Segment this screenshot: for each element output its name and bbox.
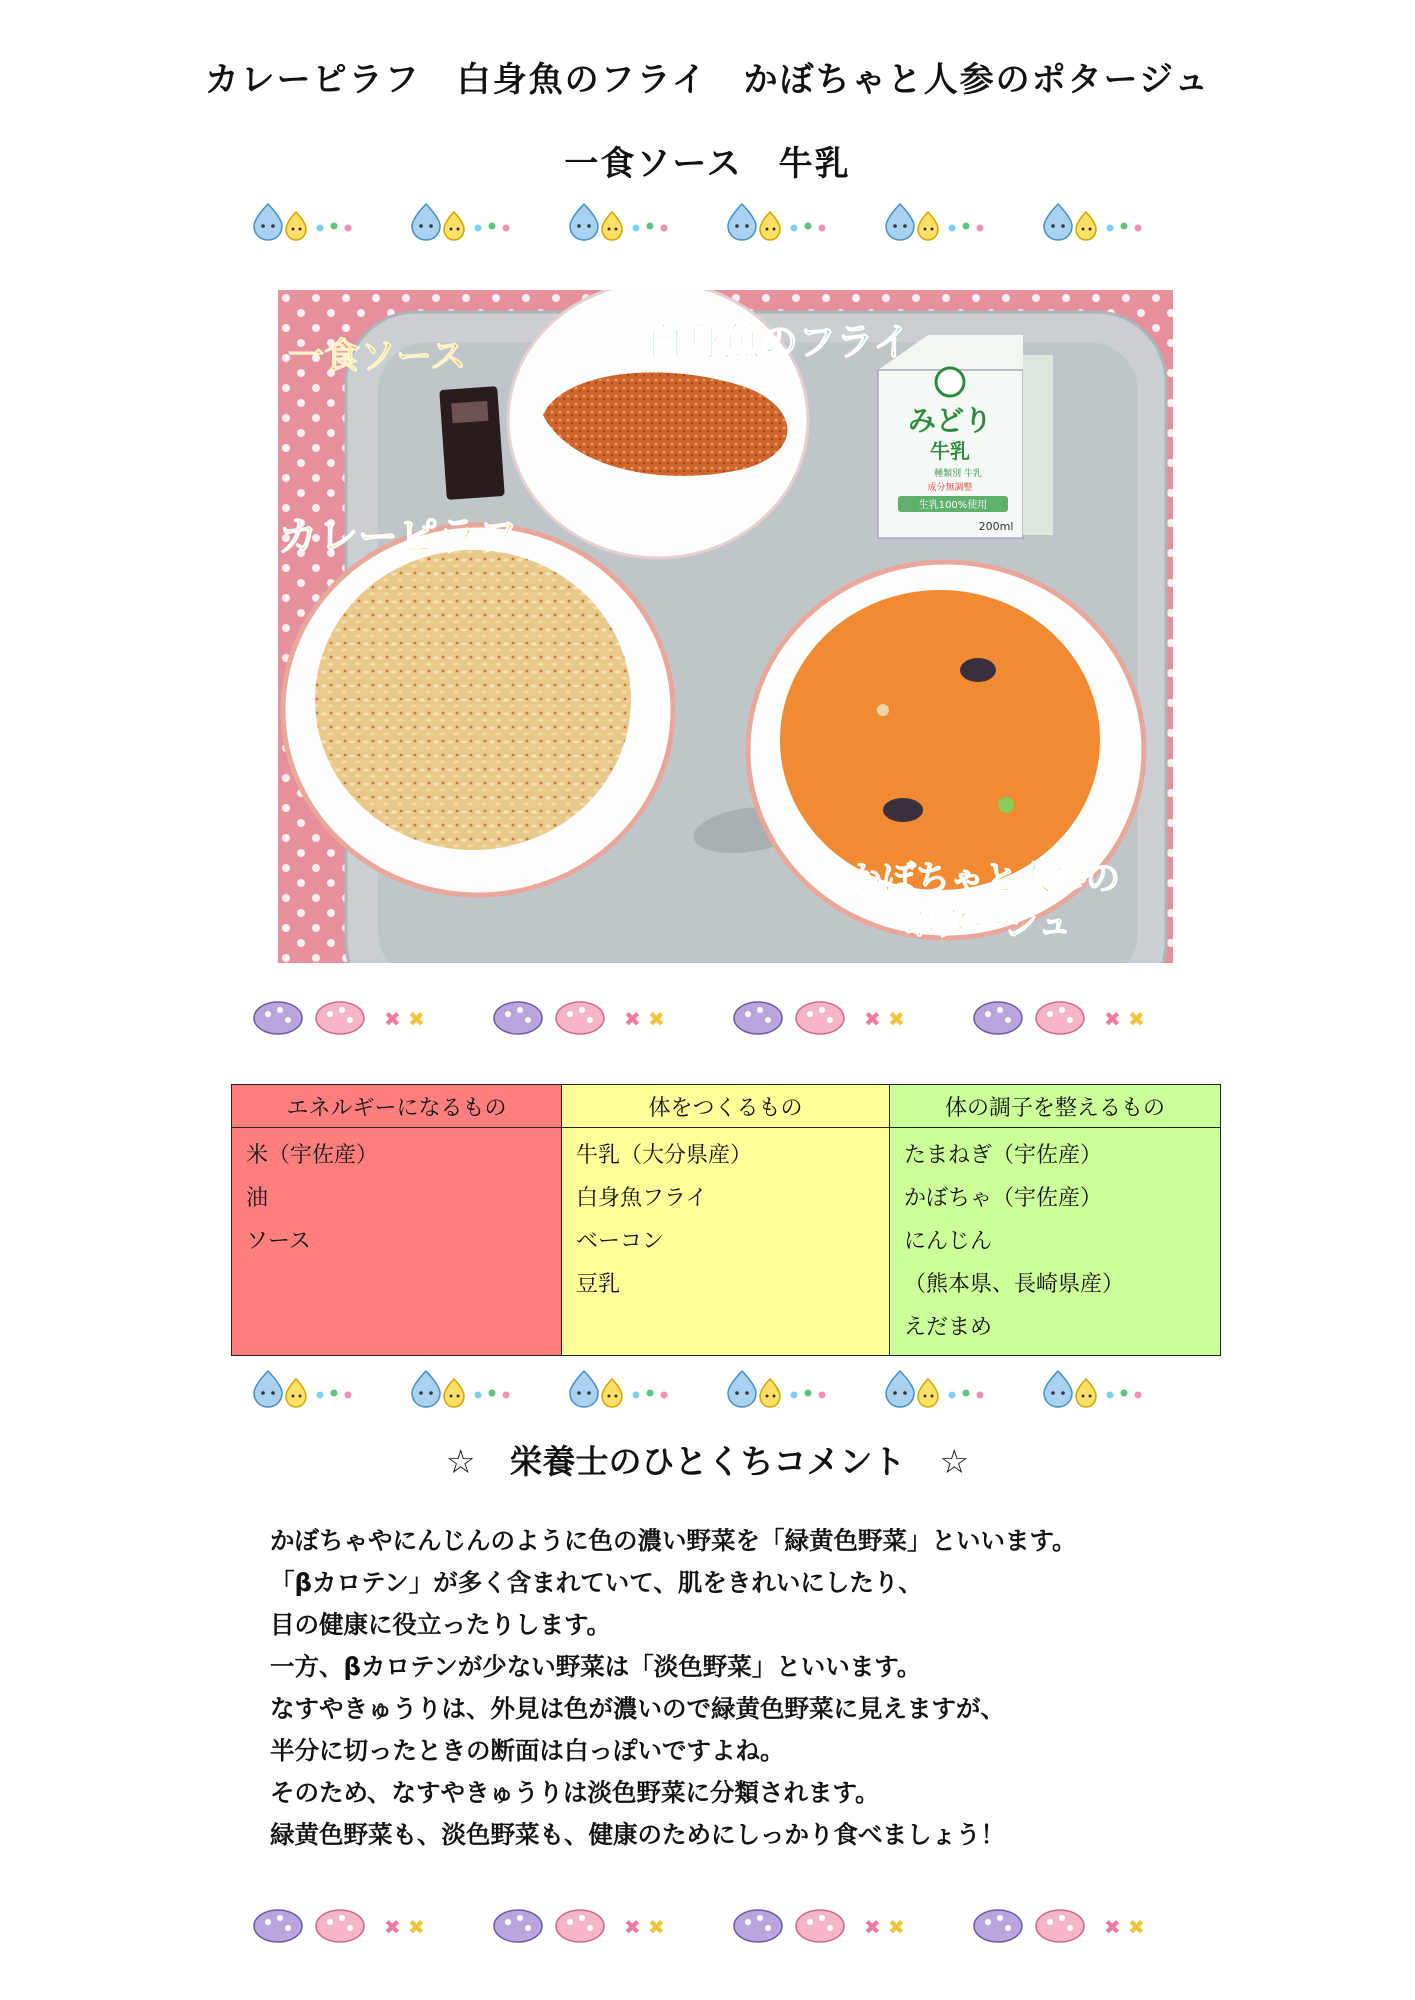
raindrop-border-middle: [250, 1365, 1190, 1413]
raindrop-character-icon: [254, 204, 352, 240]
star-icon: ☆: [445, 1442, 476, 1481]
sauce-packet-icon: [439, 386, 505, 500]
list-item: えだまめ: [904, 1315, 993, 1340]
list-item: かぼちゃ（宇佐産）: [904, 1186, 1103, 1211]
list-item: ベーコン: [576, 1229, 665, 1254]
label-potage-1: かぼちゃと人参の: [848, 859, 1120, 899]
energy-foods-cell: [232, 1128, 562, 1356]
milk-tag: 種類別 牛乳: [934, 469, 982, 479]
menu-title: カレーピラフ 白身魚のフライ かぼちゃと人参のポタージュ: [204, 60, 1211, 100]
hydrangea-border-upper: [250, 992, 1190, 1040]
milk-note: 成分無調整: [927, 483, 973, 493]
menu-subtitle: 一食ソース 牛乳: [564, 144, 851, 184]
list-item: 豆乳: [576, 1272, 621, 1297]
list-item: 油: [246, 1186, 269, 1211]
hydrangea-flower-icon: [254, 1002, 425, 1034]
milk-percent: 生乳100%使用: [918, 500, 988, 511]
comment-line: 半分に切ったときの断面は白っぽいですよね。: [270, 1736, 785, 1765]
pilaf-bowl: [283, 525, 673, 895]
comment-line: なすやきゅうりは、外見は色が濃いので緑黄色野菜に見えますが、: [270, 1694, 1005, 1723]
comment-line: 一方、βカロテンが少ない野菜は「淡色野菜」といいます。: [270, 1652, 922, 1681]
svg-text:✖: ✖: [384, 1007, 401, 1031]
comment-body: [270, 1520, 1230, 1856]
milk-carton: [878, 335, 1053, 538]
comment-line: 緑黄色野菜も、淡色野菜も、健康のためにしっかり食べましょう！: [270, 1820, 1005, 1849]
list-item: 白身魚フライ: [576, 1186, 708, 1211]
list-item: ソース: [246, 1229, 311, 1254]
comment-line: かぼちゃやにんじんのように色の濃い野菜を「緑黄色野菜」といいます。: [270, 1526, 1077, 1555]
list-item: （熊本県、長崎県産）: [904, 1272, 1125, 1297]
comment-line: 目の健康に役立ったりします。: [270, 1610, 612, 1639]
milk-product: 牛乳: [930, 439, 970, 463]
comment-line: そのため、なすやきゅうりは淡色野菜に分類されます。: [270, 1778, 880, 1807]
comment-heading: [0, 1436, 1415, 1483]
comment-title: 栄養士のひとくちコメント: [509, 1442, 906, 1481]
list-item: 牛乳（大分県産）: [576, 1143, 753, 1168]
header-body-building: 体をつくるもの: [562, 1085, 890, 1128]
label-fish: 白身魚のフライ: [646, 320, 911, 364]
label-sauce: 一食ソース: [288, 336, 467, 377]
milk-brand: みどり: [907, 404, 993, 437]
raindrop-border-top: [250, 198, 1190, 246]
hydrangea-border-bottom: [250, 1900, 1190, 1948]
list-item: 米（宇佐産）: [246, 1143, 379, 1168]
header-body-condition: 体の調子を整えるもの: [890, 1085, 1221, 1128]
label-pilaf: カレーピラフ: [278, 514, 518, 560]
star-icon: ☆: [939, 1442, 970, 1481]
svg-text:✖: ✖: [408, 1007, 425, 1031]
body-foods-cell: [562, 1128, 890, 1356]
nutrition-table: [231, 1084, 1221, 1356]
list-item: にんじん: [904, 1229, 993, 1254]
milk-volume: 200ml: [978, 520, 1014, 533]
comment-line: 「βカロテン」が多く含まれていて、肌をきれいにしたり、: [270, 1568, 923, 1597]
lunch-photo: [278, 290, 1173, 963]
condition-foods-cell: [890, 1128, 1221, 1356]
header-energy: エネルギーになるもの: [232, 1085, 562, 1128]
label-potage-2: ポタージュ: [903, 904, 1072, 944]
list-item: たまねぎ（宇佐産）: [904, 1143, 1103, 1168]
